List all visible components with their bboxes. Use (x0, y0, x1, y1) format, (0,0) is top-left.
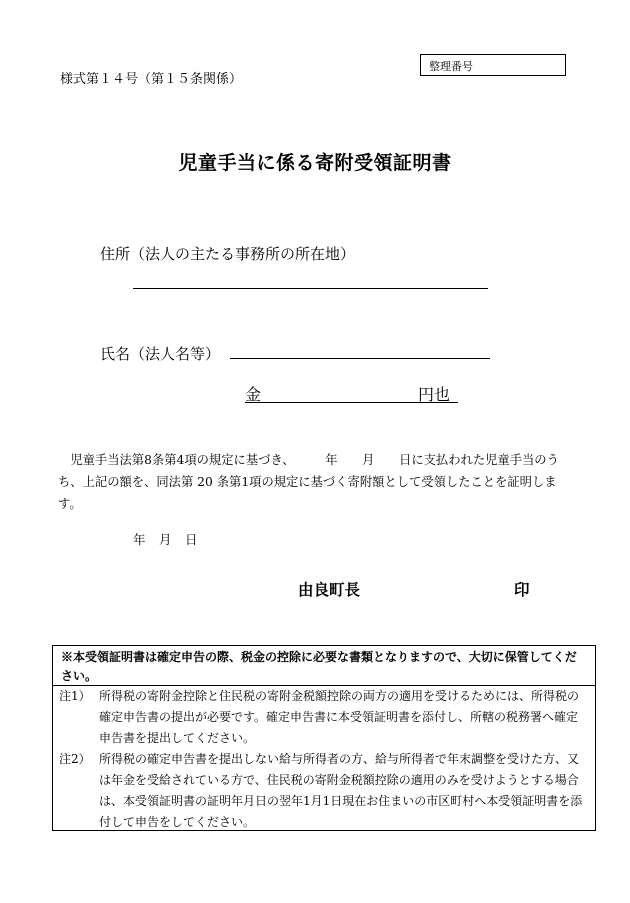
amount-suffix: 円也 (418, 385, 451, 404)
amount-prefix: 金 (245, 385, 262, 404)
note-text: 所得税の確定申告書を提出しない給与所得者の方、給与所得者で年末調整を受けた方、又は年金を受給されている方で、住民税の寄附金税額控除の適用のみを受けようとする場合は、本受領証明書の証明年月日の翌年1月1日現在お住まいの市区町村へ本受領証明書を添付して申告をしてください。 (99, 752, 583, 829)
note-label: 注1） (59, 689, 91, 703)
note-label: 注2） (59, 752, 91, 766)
address-label: 住所（法人の主たる事務所の所在地） (100, 245, 356, 263)
certification-date: 年 月 日 (133, 532, 199, 547)
notes-heading: ※本受領証明書は確定申告の際、税金の控除に必要な書類となりますので、大切に保管してください。 (53, 646, 595, 686)
certification-text (58, 449, 578, 515)
amount-underline[interactable] (245, 402, 458, 403)
notes-box (52, 645, 596, 831)
name-underline[interactable] (230, 358, 490, 359)
reference-number-label: 整理番号 (429, 60, 473, 73)
name-label: 氏名（法人名等） (100, 345, 221, 363)
note-text: 所得税の寄附金控除と住民税の寄附金税額控除の両方の適用を受けるためには、所得税の確定申告書の提出が必要です。確定申告書に本受領証明書を添付し、所轄の税務署へ確定申告書を提出してください。 (99, 689, 580, 745)
issuer-name: 由良町長 (298, 580, 361, 599)
document-title: 児童手当に係る寄附受領証明書 (178, 152, 452, 174)
note-item (53, 749, 595, 833)
note-item (53, 686, 595, 749)
form-number: 様式第１４号（第１５条関係） (60, 72, 243, 87)
reference-number-field[interactable] (420, 54, 566, 76)
seal-mark: 印 (514, 580, 530, 599)
certification-body: 児童手当法第8条第4項の規定に基づき、 年 月 日に支払われた児童手当のうち、上記の額を、同法第 20 条第1項の規定に基づく寄附額として受領したことを証明します。 (58, 453, 559, 511)
address-underline[interactable] (133, 288, 488, 289)
